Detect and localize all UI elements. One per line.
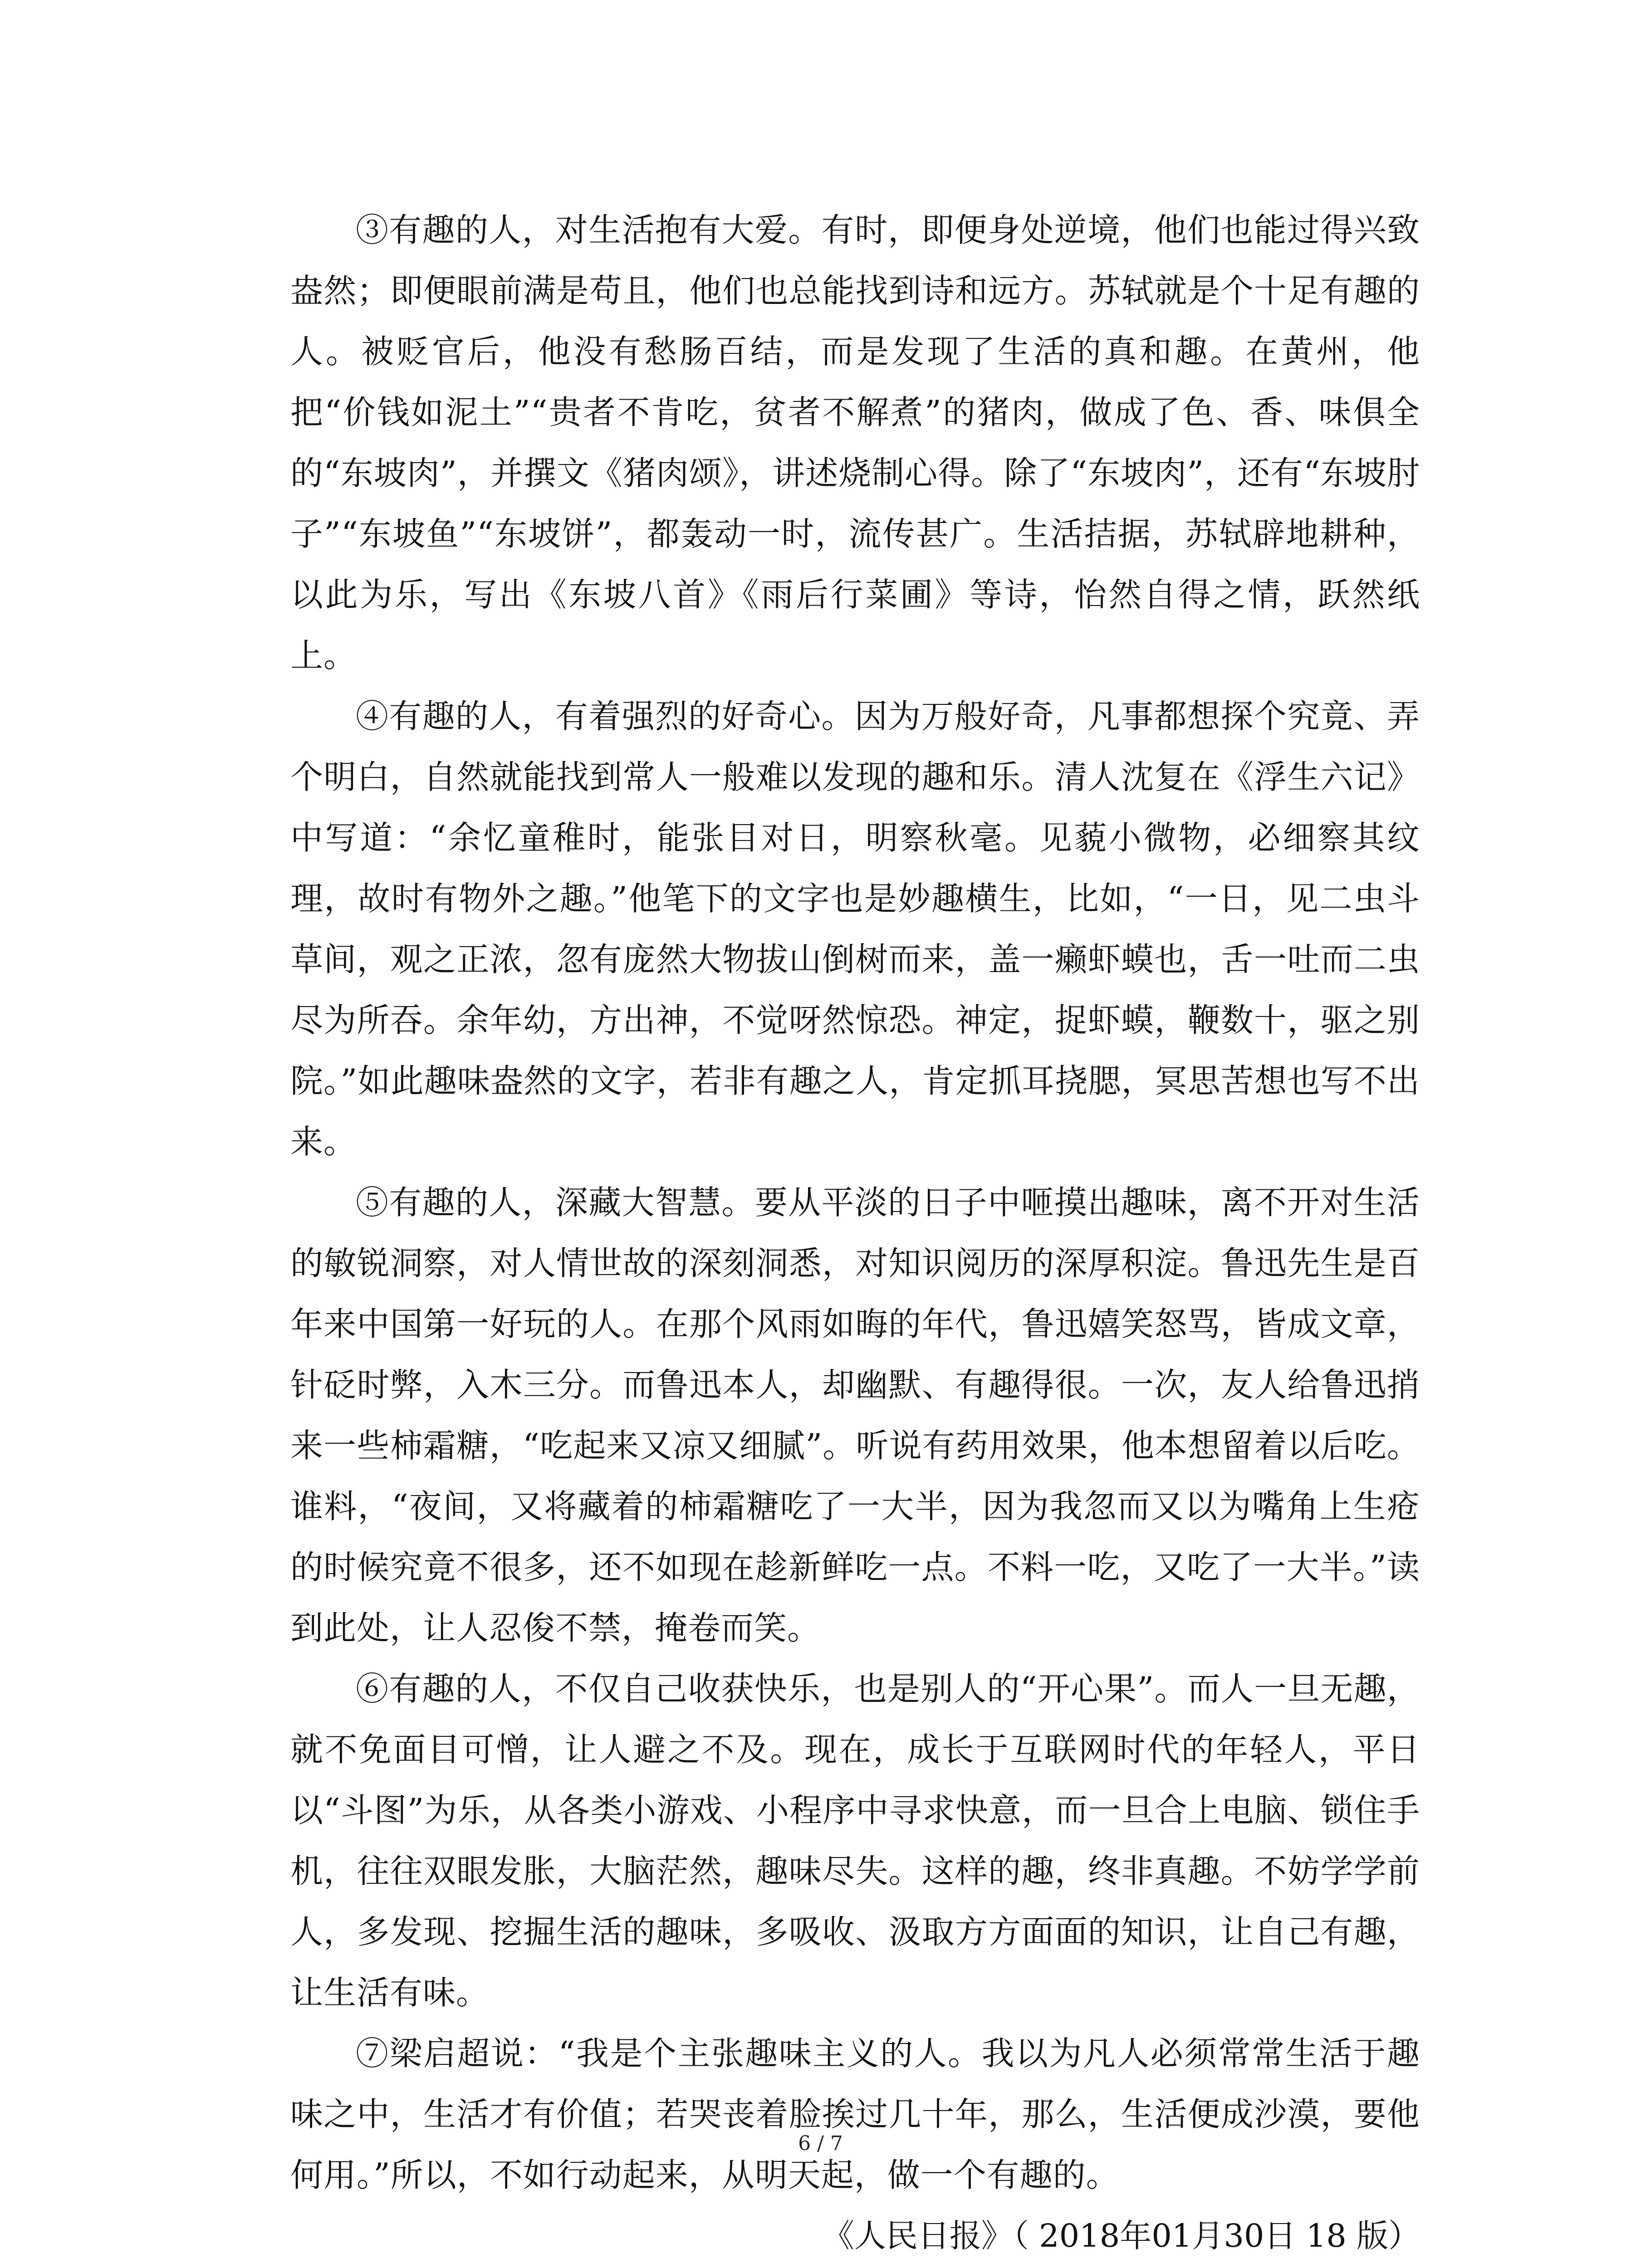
- page-content: [290, 200, 1420, 2268]
- paragraph-4: ④有趣的人，有着强烈的好奇心。因为万般好奇，凡事都想探个究竟、弄个明白，自然就能找到常人一般难以发现的趣和乐。清人沈复在《浮生六记》中写道：“余忆童稚时，能张目对日，明察秋毫。见藐小微物，必细察其纹理，故时有物外之趣。”他笔下的文字也是妙趣横生，比如，“一日，见二虫斗草间，观之正浓，忽有庞然大物拔山倒树而来，盖一癞虾蟆也，舌一吐而二虫尽为所吞。余年幼，方出神，不觉呀然惊恐。神定，捉虾蟆，鞭数十，驱之别院。”如此趣味盎然的文字，若非有趣之人，肯定抓耳挠腮，冥思苦想也写不出来。: [290, 697, 1420, 1161]
- question-list: [290, 2266, 1420, 2268]
- paragraph-3: ③有趣的人，对生活抱有大爱。有时，即便身处逆境，他们也能过得兴致盎然；即便眼前满是苟且，他们也总能找到诗和远方。苏轼就是个十足有趣的人。被贬官后，他没有愁肠百结，而是发现了生活的真和趣。在黄州，他把“价钱如泥土”“贵者不肯吃，贫者不解煮”的猪肉，做成了色、香、味俱全的“东坡肉”，并撰文《猪肉颂》，讲述烧制心得。除了“东坡肉”，还有“东坡肘子”“东坡鱼”“东坡饼”，都轰动一时，流传甚广。生活拮据，苏轼辟地耕种，以此为乐，写出《东坡八首》《雨后行菜圃》等诗，怡然自得之情，跃然纸上。: [290, 211, 1420, 675]
- article-source: 《人民日报》（ 2018年01月30日 18 版）: [822, 2217, 1420, 2254]
- paragraph-6: ⑥有趣的人，不仅自己收获快乐，也是别人的“开心果”。而人一旦无趣，就不免面目可憎，让人避之不及。现在，成长于互联网时代的年轻人，平日以“斗图”为乐，从各类小游戏、小程序中寻求快意，而一旦合上电脑、锁住手机，往往双眼发胀，大脑茫然，趣味尽失。这样的趣，终非真趣。不妨学学前人，多发现、挖掘生活的趣味，多吸收、汲取方方面面的知识，让自己有趣，让生活有味。: [290, 1670, 1420, 2012]
- question-1: [263, 2266, 1420, 2268]
- page-number: 6 / 7: [798, 2132, 843, 2155]
- paragraph-5: ⑤有趣的人，深藏大智慧。要从平淡的日子中咂摸出趣味，离不开对生活的敏锐洞察，对人情世故的深刻洞悉，对知识阅历的深厚积淀。鲁迅先生是百年来中国第一好玩的人。在那个风雨如晦的年代，鲁迅嬉笑怒骂，皆成文章，针砭时弊，入木三分。而鲁迅本人，却幽默、有趣得很。一次，友人给鲁迅捎来一些柿霜糖，“吃起来又凉又细腻”。听说有药用效果，他本想留着以后吃。谁料，“夜间，又将藏着的柿霜糖吃了一大半，因为我忽而又以为嘴角上生疮的时候究竟不很多，还不如现在趁新鲜吃一点。不料一吃，又吃了一大半。”读到此处，让人忍俊不禁，掩卷而笑。: [290, 1183, 1420, 1647]
- paragraph-7: ⑦梁启超说：“我是个主张趣味主义的人。我以为凡人必须常常生活于趣味之中，生活才有价值；若哭丧着脸挨过几十年，那么，生活便成沙漠，要他何用。”所以，不如行动起来，从明天起，做一个有趣的。: [290, 2034, 1420, 2194]
